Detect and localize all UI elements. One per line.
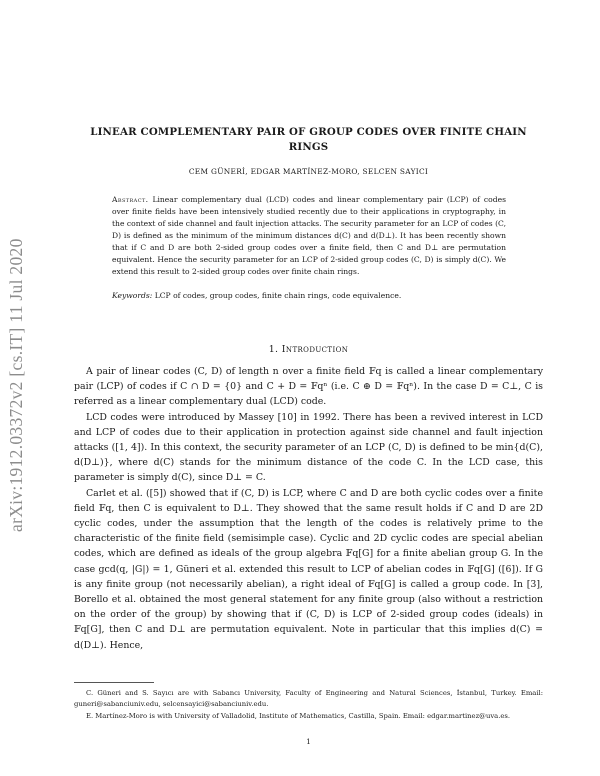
footnote-affiliation: E. Martínez-Moro is with University of Valladolid, Institute of Mathematics, Castilla, Spain. Email: edgar.martinez@uva.es. <box>86 711 511 720</box>
footnote-affiliation: C. Güneri and S. Sayıcı are with Sabancı University, Faculty of Engineering and Natural Sciences, İstanbul, Turkey. Email: guneri@sabanciuniv.edu, selcensayici@sabanciuniv.edu. <box>74 689 543 709</box>
body-paragraph: Carlet et al. ([5]) showed that if (C, D) is LCP, where C and D are both cyclic codes over a finite field 𝔽q, then C is equivalent to D⊥. They showed that the same result holds if C and D are 2D cyclic codes, under the assumption that the length of the codes is relatively prime to the characteristic of the finite field (semisimple case). Cyclic and 2D cyclic codes are special abelian codes, which are defined as ideals of the group algebra 𝔽q[G] for a finite abelian group G. In the case gcd(q, |G|) = 1, Güneri et al. extended this result to LCP of abelian codes in 𝔽q[G] ([6]). If G is any finite group (not necessarily abelian), a right ideal of 𝔽q[G] is called a group code. In [3], Borello et al. obtained the most general statement for any finite group (also without a restriction on the order of the group) by showing that if (C, D) is LCP of 2-sided group codes (ideals) in 𝔽q[G], then C and D⊥ are permutation equivalent. Note in particular that this implies d(C) = d(D⊥). Hence, <box>74 487 543 651</box>
abstract <box>112 194 506 278</box>
body-paragraph: A pair of linear codes (C, D) of length n over a finite field 𝔽q is called a linear complementary pair (LCP) of codes if C ∩ D = {0} and C + D = 𝔽qⁿ (i.e. C ⊕ D = 𝔽qⁿ). In the case D = C⊥, C is referred as a linear complementary dual (LCD) code. <box>74 366 543 408</box>
keywords <box>112 291 506 300</box>
author-list: CEM GÜNERİ, EDGAR MARTÍNEZ-MORO, SELCEN SAYICI <box>188 167 429 176</box>
footnote-rule <box>74 682 154 683</box>
body-paragraph: LCD codes were introduced by Massey [10] in 1992. There has been a revived interest in LCD and LCP of codes due to their application in protection against side channel and fault injection attacks ([1, 4]). In this context, the security parameter of an LCP (C, D) is defined to be min{d(C), d(D⊥)}, where d(C) stands for the minimum distance of the code C. In the LCD case, this parameter is simply d(C), since D⊥ = C. <box>74 411 543 484</box>
body-text <box>74 364 543 653</box>
paper-title: LINEAR COMPLEMENTARY PAIR OF GROUP CODES OVER FINITE CHAIN RINGS <box>90 126 527 153</box>
abstract-label: Abstract. <box>112 195 149 204</box>
footnotes <box>74 688 543 722</box>
abstract-text: Linear complementary dual (LCD) codes and linear complementary pair (LCP) of codes over finite fields have been intensively studied recently due to their applications in cryptography, in the context of side channel and fault injection attacks. The security parameter for an LCP of codes (C, D) is defined as the minimum of the minimum distances d(C) and d(D⊥). It has been recently shown that if C and D are both 2-sided group codes over a finite field, then C and D⊥ are permutation equivalent. Hence the security parameter for an LCP of 2-sided group codes (C, D) is simply d(C). We extend this result to 2-sided group codes over finite chain rings. <box>112 195 506 276</box>
keywords-label: Keywords: <box>112 291 153 300</box>
arxiv-identifier-stamp: arXiv:1912.03372v2 [cs.IT] 11 Jul 2020 <box>6 238 26 532</box>
section-heading-introduction: 1. Introduction <box>268 344 349 355</box>
keywords-text: LCP of codes, group codes, finite chain rings, code equivalence. <box>154 291 402 300</box>
page-number: 1 <box>306 737 311 746</box>
